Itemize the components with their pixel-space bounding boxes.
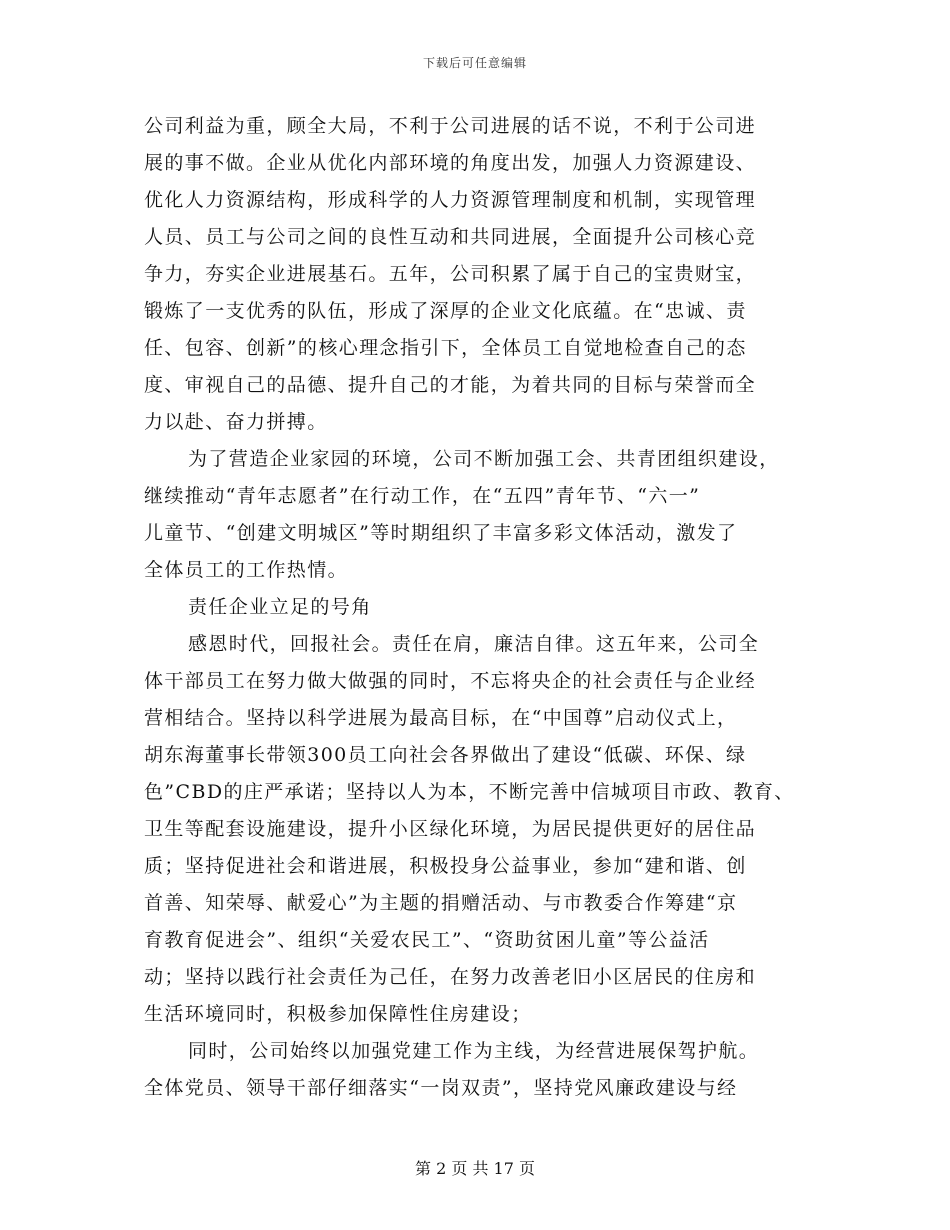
text-line: 公司利益为重，顾全大局，不利于公司进展的话不说，不利于公司进 bbox=[144, 115, 757, 137]
text-line: 度、审视自己的品德、提升自己的才能，为着共同的目标与荣誉而全 bbox=[144, 374, 757, 396]
text-line: 卫生等配套设施建设，提升小区绿化环境，为居民提供更好的居住品 bbox=[144, 818, 757, 840]
text-line: 首善、知荣辱、献爱心”为主题的捐赠活动、与市教委合作筹建“京 bbox=[144, 892, 738, 914]
text-line: 锻炼了一支优秀的队伍，形成了深厚的企业文化底蕴。在“忠诚、责 bbox=[144, 300, 747, 322]
text-line: 体干部员工在努力做大做强的同时，不忘将央企的社会责任与企业经 bbox=[144, 670, 757, 692]
document-body bbox=[144, 108, 834, 1107]
page-header-note: 下载后可任意编辑 bbox=[422, 56, 527, 70]
text-line: 人员、员工与公司之间的良性互动和共同进展，全面提升公司核心竞 bbox=[144, 226, 757, 248]
text-line: 继续推动“青年志愿者”在行动工作，在“五四”青年节、“六一” bbox=[144, 485, 701, 507]
text-line: 动；坚持以践行社会责任为己任，在努力改善老旧小区居民的住房和 bbox=[144, 966, 757, 988]
page-number-footer: 第 2 页 共 17 页 bbox=[415, 1159, 535, 1178]
text-line: 展的事不做。企业从优化内部环境的角度出发，加强人力资源建设、 bbox=[144, 152, 757, 174]
text-line: 胡东海董事长带领300员工向社会各界做出了建设“低碳、环保、绿 bbox=[144, 744, 747, 766]
text-line: 感恩时代，回报社会。责任在肩，廉洁自律。这五年来，公司全 bbox=[188, 633, 760, 655]
text-line: 力以赴、奋力拼搏。 bbox=[144, 411, 328, 433]
text-line: 优化人力资源结构，形成科学的人力资源管理制度和机制，实现管理 bbox=[144, 189, 757, 211]
text-line: 为了营造企业家园的环境，公司不断加强工会、共青团组织建设， bbox=[188, 448, 780, 470]
text-line: 育教育促进会”、组织“关爱农民工”、“资助贫困儿童”等公益活 bbox=[144, 929, 710, 951]
text-line: 儿童节、“创建文明城区”等时期组织了丰富多彩文体活动，激发了 bbox=[144, 522, 738, 544]
text-line: 色”CBD的庄严承诺；坚持以人为本，不断完善中信城项目市政、教育、 bbox=[144, 781, 795, 803]
text-line: 质；坚持促进社会和谐进展，积极投身公益事业，参加“建和谐、创 bbox=[144, 855, 747, 877]
text-line: 全体员工的工作热情。 bbox=[144, 559, 349, 581]
text-line: 任、包容、创新”的核心理念指引下，全体员工自觉地检查自己的态 bbox=[144, 337, 747, 359]
text-line: 生活环境同时，积极参加保障性住房建设； bbox=[144, 1003, 532, 1025]
text-line: 争力，夯实企业进展基石。五年，公司积累了属于自己的宝贵财宝， bbox=[144, 263, 757, 285]
text-line: 全体党员、领导干部仔细落实“一岗双责”，坚持党风廉政建设与经 bbox=[144, 1077, 738, 1099]
section-heading: 责任企业立足的号角 bbox=[188, 596, 372, 618]
text-line: 同时，公司始终以加强党建工作为主线，为经营进展保驾护航。 bbox=[188, 1040, 760, 1062]
text-line: 营相结合。坚持以科学进展为最高目标，在“中国尊”启动仪式上， bbox=[144, 707, 738, 729]
